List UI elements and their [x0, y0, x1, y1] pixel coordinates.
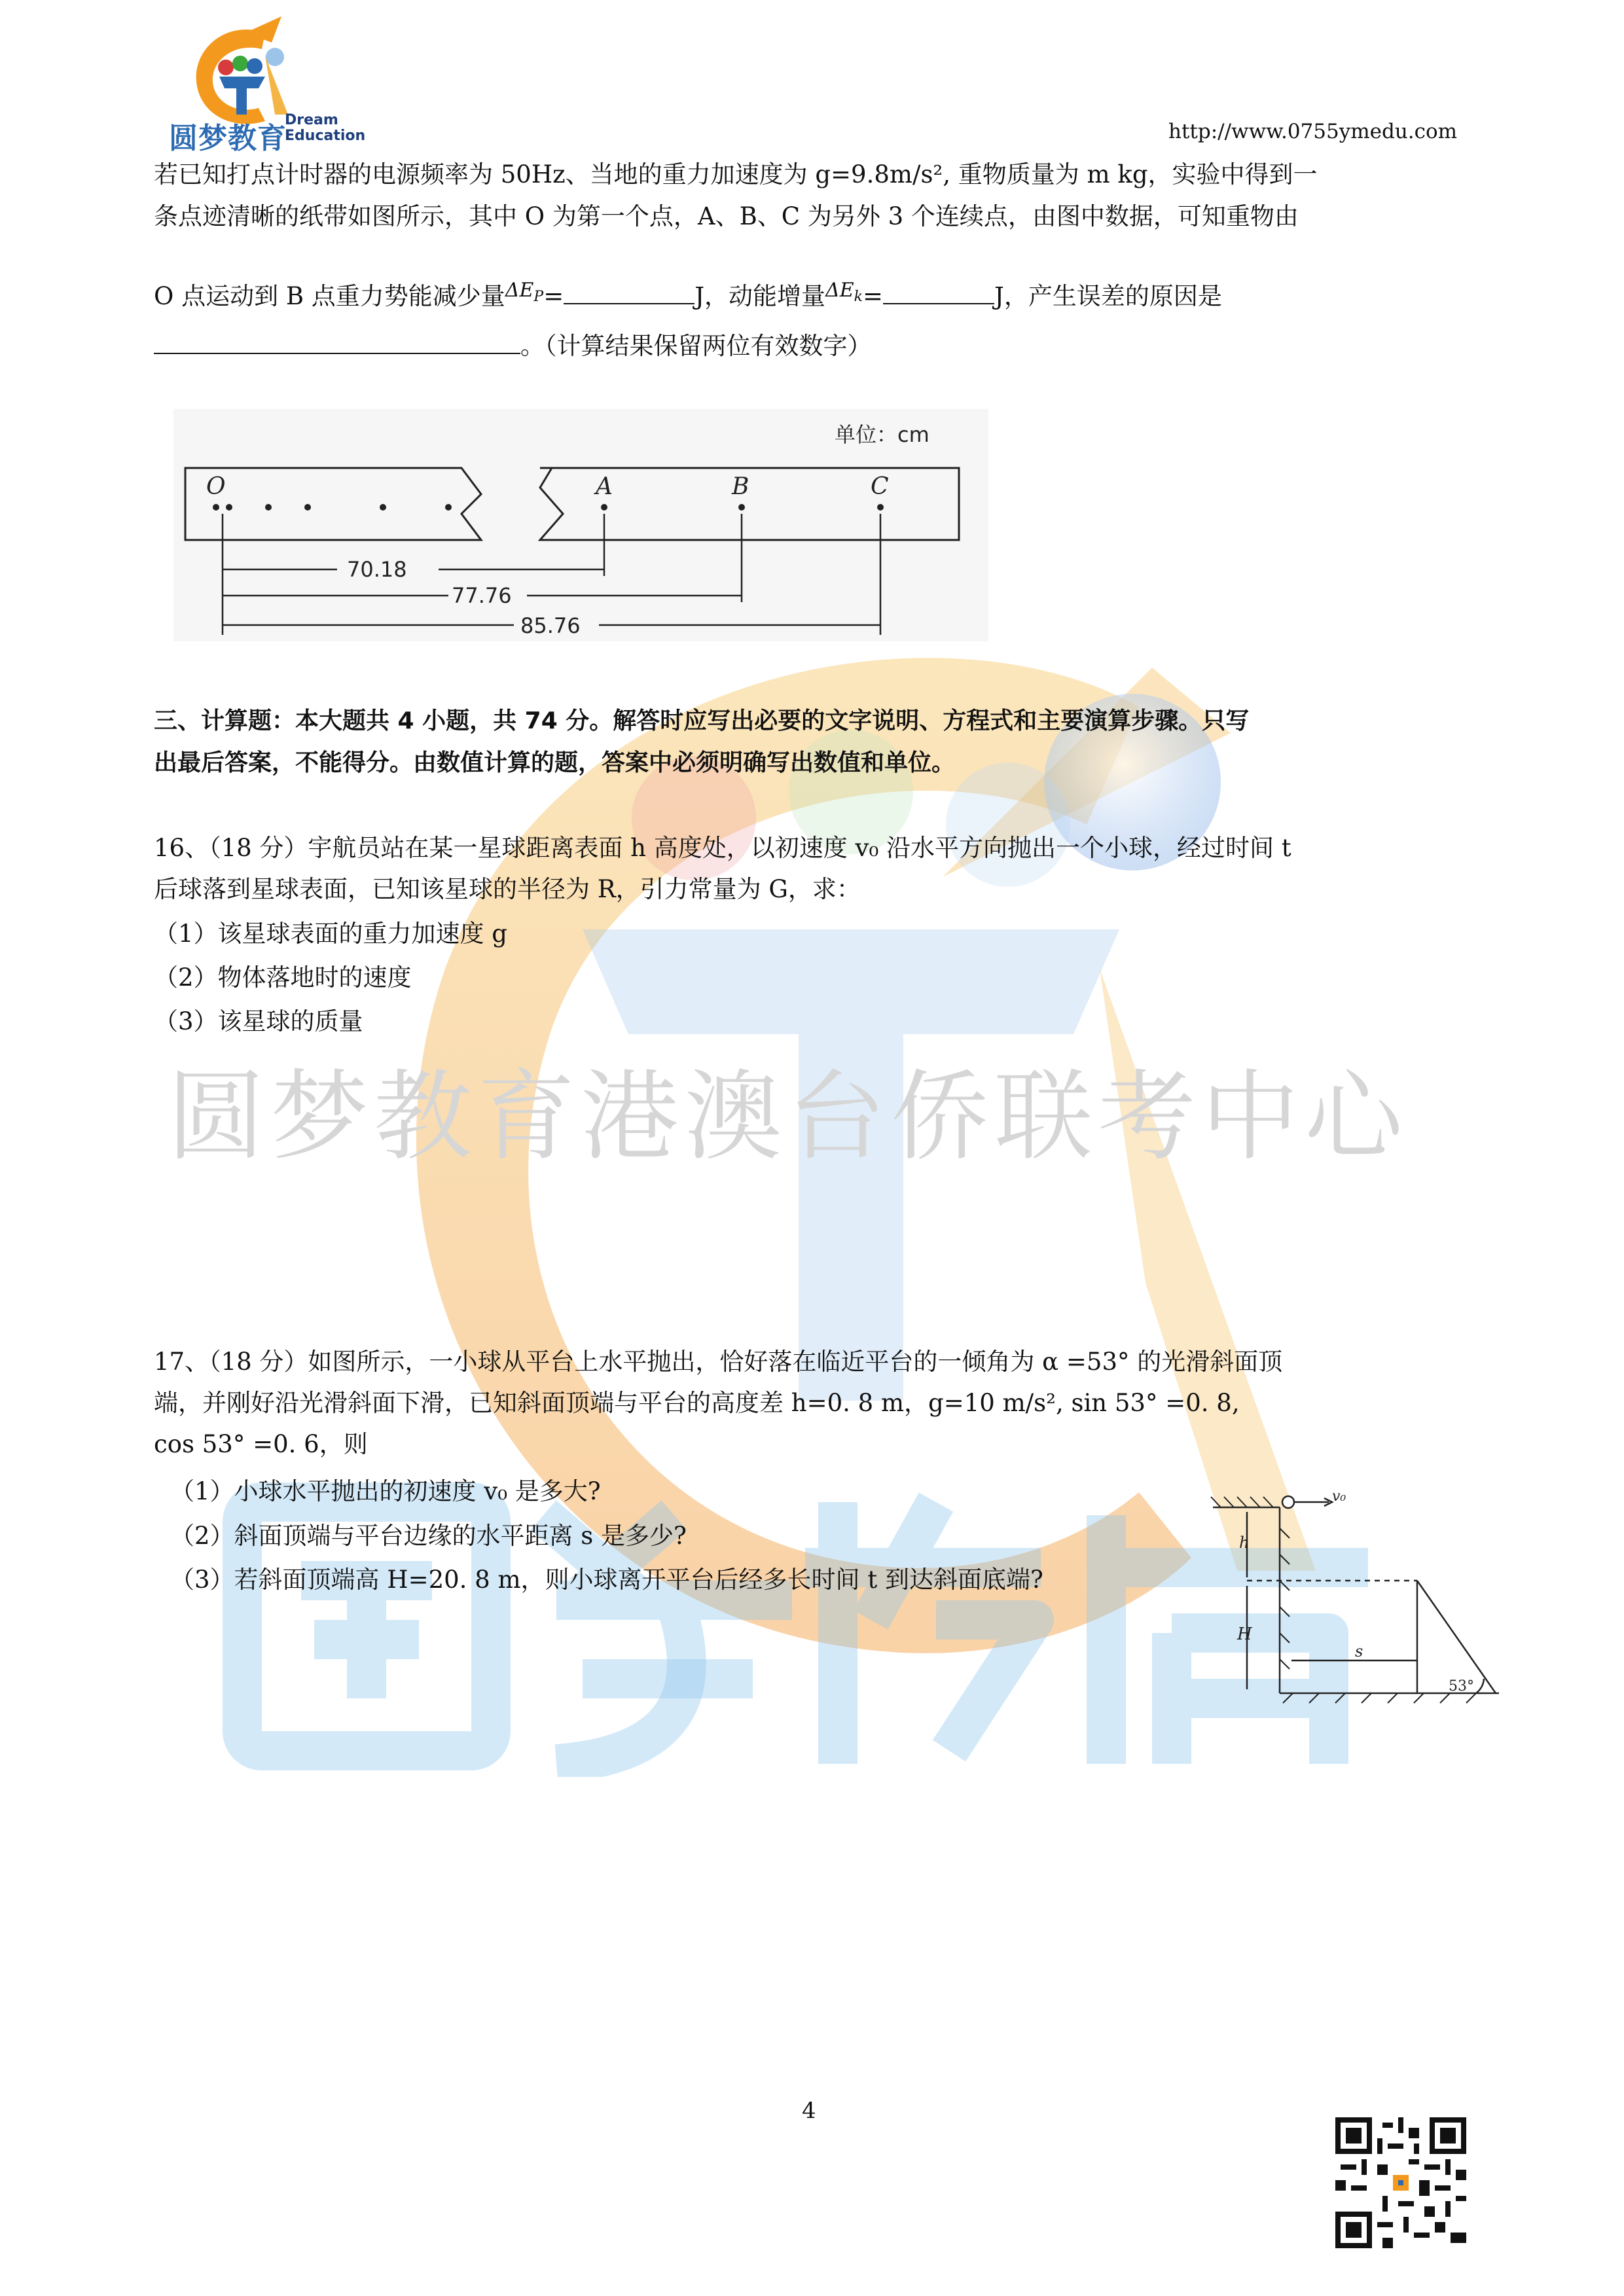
- page-number: 4: [802, 2098, 816, 2124]
- q16-item-3: （3）该星球的质量: [154, 1007, 363, 1035]
- slope-label-angle: 53°: [1449, 1678, 1474, 1695]
- q15-line3-b: J，动能增量: [695, 282, 826, 310]
- brand-subtitle-line2: Education: [285, 128, 366, 144]
- tape-point-b: B: [732, 473, 749, 500]
- q17-item-2: （2）斜面顶端与平台边缘的水平距离 s 是多少?: [170, 1522, 687, 1550]
- q15-line3-a: O 点运动到 B 点重力势能减少量: [154, 282, 505, 310]
- paper-tape-diagram: [173, 409, 988, 641]
- brand-name: 圆梦教育: [169, 122, 287, 155]
- q15-line2: 条点迹清晰的纸带如图所示，其中 O 为第一个点，A、B、C 为另外 3 个连续点，由图中数据，可知重物由: [154, 202, 1299, 230]
- q16-item-2: （2）物体落地时的速度: [154, 963, 412, 992]
- answer-blank-ek[interactable]: [883, 279, 994, 304]
- slope-label-H: H: [1237, 1624, 1252, 1644]
- q15-line4: 。（计算结果保留两位有效数字）: [154, 329, 872, 362]
- slope-label-s: s: [1355, 1642, 1363, 1660]
- answer-blank-ep[interactable]: [564, 279, 695, 304]
- section3-line2: 出最后答案，不能得分。由数值计算的题，答案中必须明确写出数值和单位。: [154, 749, 956, 776]
- slope-diagram: [1208, 1482, 1502, 1708]
- tape-point-o: O: [206, 473, 226, 500]
- q16-line2: 后球落到星球表面，已知该星球的半径为 R，引力常量为 G，求：: [154, 875, 861, 903]
- slope-label-h: h: [1239, 1534, 1250, 1552]
- section3-line1: 三、计算题：本大题共 4 小题，共 74 分。解答时应写出必要的文字说明、方程式和主要演算步骤。只写: [154, 708, 1250, 734]
- q17-line3: cos 53° =0. 6，则: [154, 1430, 368, 1458]
- q15-line1: 若已知打点计时器的电源频率为 50Hz、当地的重力加速度为 g=9.8m/s², 重物质量为 m kg，实验中得到一: [154, 160, 1318, 188]
- q15-eq1: =: [543, 282, 564, 310]
- tape-distance-oa: 70.18: [347, 557, 407, 582]
- tape-distance-ob: 77.76: [452, 583, 512, 608]
- q15-eq2: =: [862, 282, 883, 310]
- q16-line1: 16、（18 分）宇航员站在某一星球距离表面 h 高度处，以初速度 v₀ 沿水平方向抛出一个小球，经过时间 t: [154, 834, 1291, 862]
- answer-blank-reason[interactable]: [154, 329, 520, 354]
- q17-line1: 17、（18 分）如图所示，一小球从平台上水平抛出，恰好落在临近平台的一倾角为 α =53° 的光滑斜面顶: [154, 1348, 1283, 1376]
- q17-line2: 端，并刚好沿光滑斜面下滑，已知斜面顶端与平台的高度差 h=0. 8 m，g=10 m/s², sin 53° =0. 8,: [154, 1389, 1240, 1417]
- header-url[interactable]: http://www.0755ymedu.com: [1168, 120, 1458, 143]
- tape-unit-label: 单位：cm: [835, 422, 929, 447]
- delta-ep-symbol: ΔEP: [505, 279, 544, 305]
- tape-point-a: A: [596, 473, 613, 500]
- q15-line3: [154, 275, 1222, 313]
- q17-item-3: （3）若斜面顶端高 H=20. 8 m，则小球离开平台后经多长时间 t 到达斜面底端?: [170, 1566, 1043, 1594]
- brand-subtitle: [285, 113, 365, 144]
- tape-point-c: C: [871, 473, 889, 500]
- qr-code-icon[interactable]: [1335, 2117, 1466, 2248]
- watermark-text: 圆梦教育港澳台侨联考中心: [167, 1060, 1409, 1174]
- q16-item-1: （1）该星球表面的重力加速度 g: [154, 920, 507, 948]
- slope-label-v0: v₀: [1332, 1488, 1346, 1505]
- q15-line3-c: J，产生误差的原因是: [994, 282, 1222, 310]
- q17-item-1: （1）小球水平抛出的初速度 v₀ 是多大?: [170, 1477, 601, 1505]
- delta-ek-symbol: ΔEk: [825, 279, 863, 305]
- brand-subtitle-line1: Dream: [285, 112, 338, 128]
- tape-distance-oc: 85.76: [520, 613, 581, 638]
